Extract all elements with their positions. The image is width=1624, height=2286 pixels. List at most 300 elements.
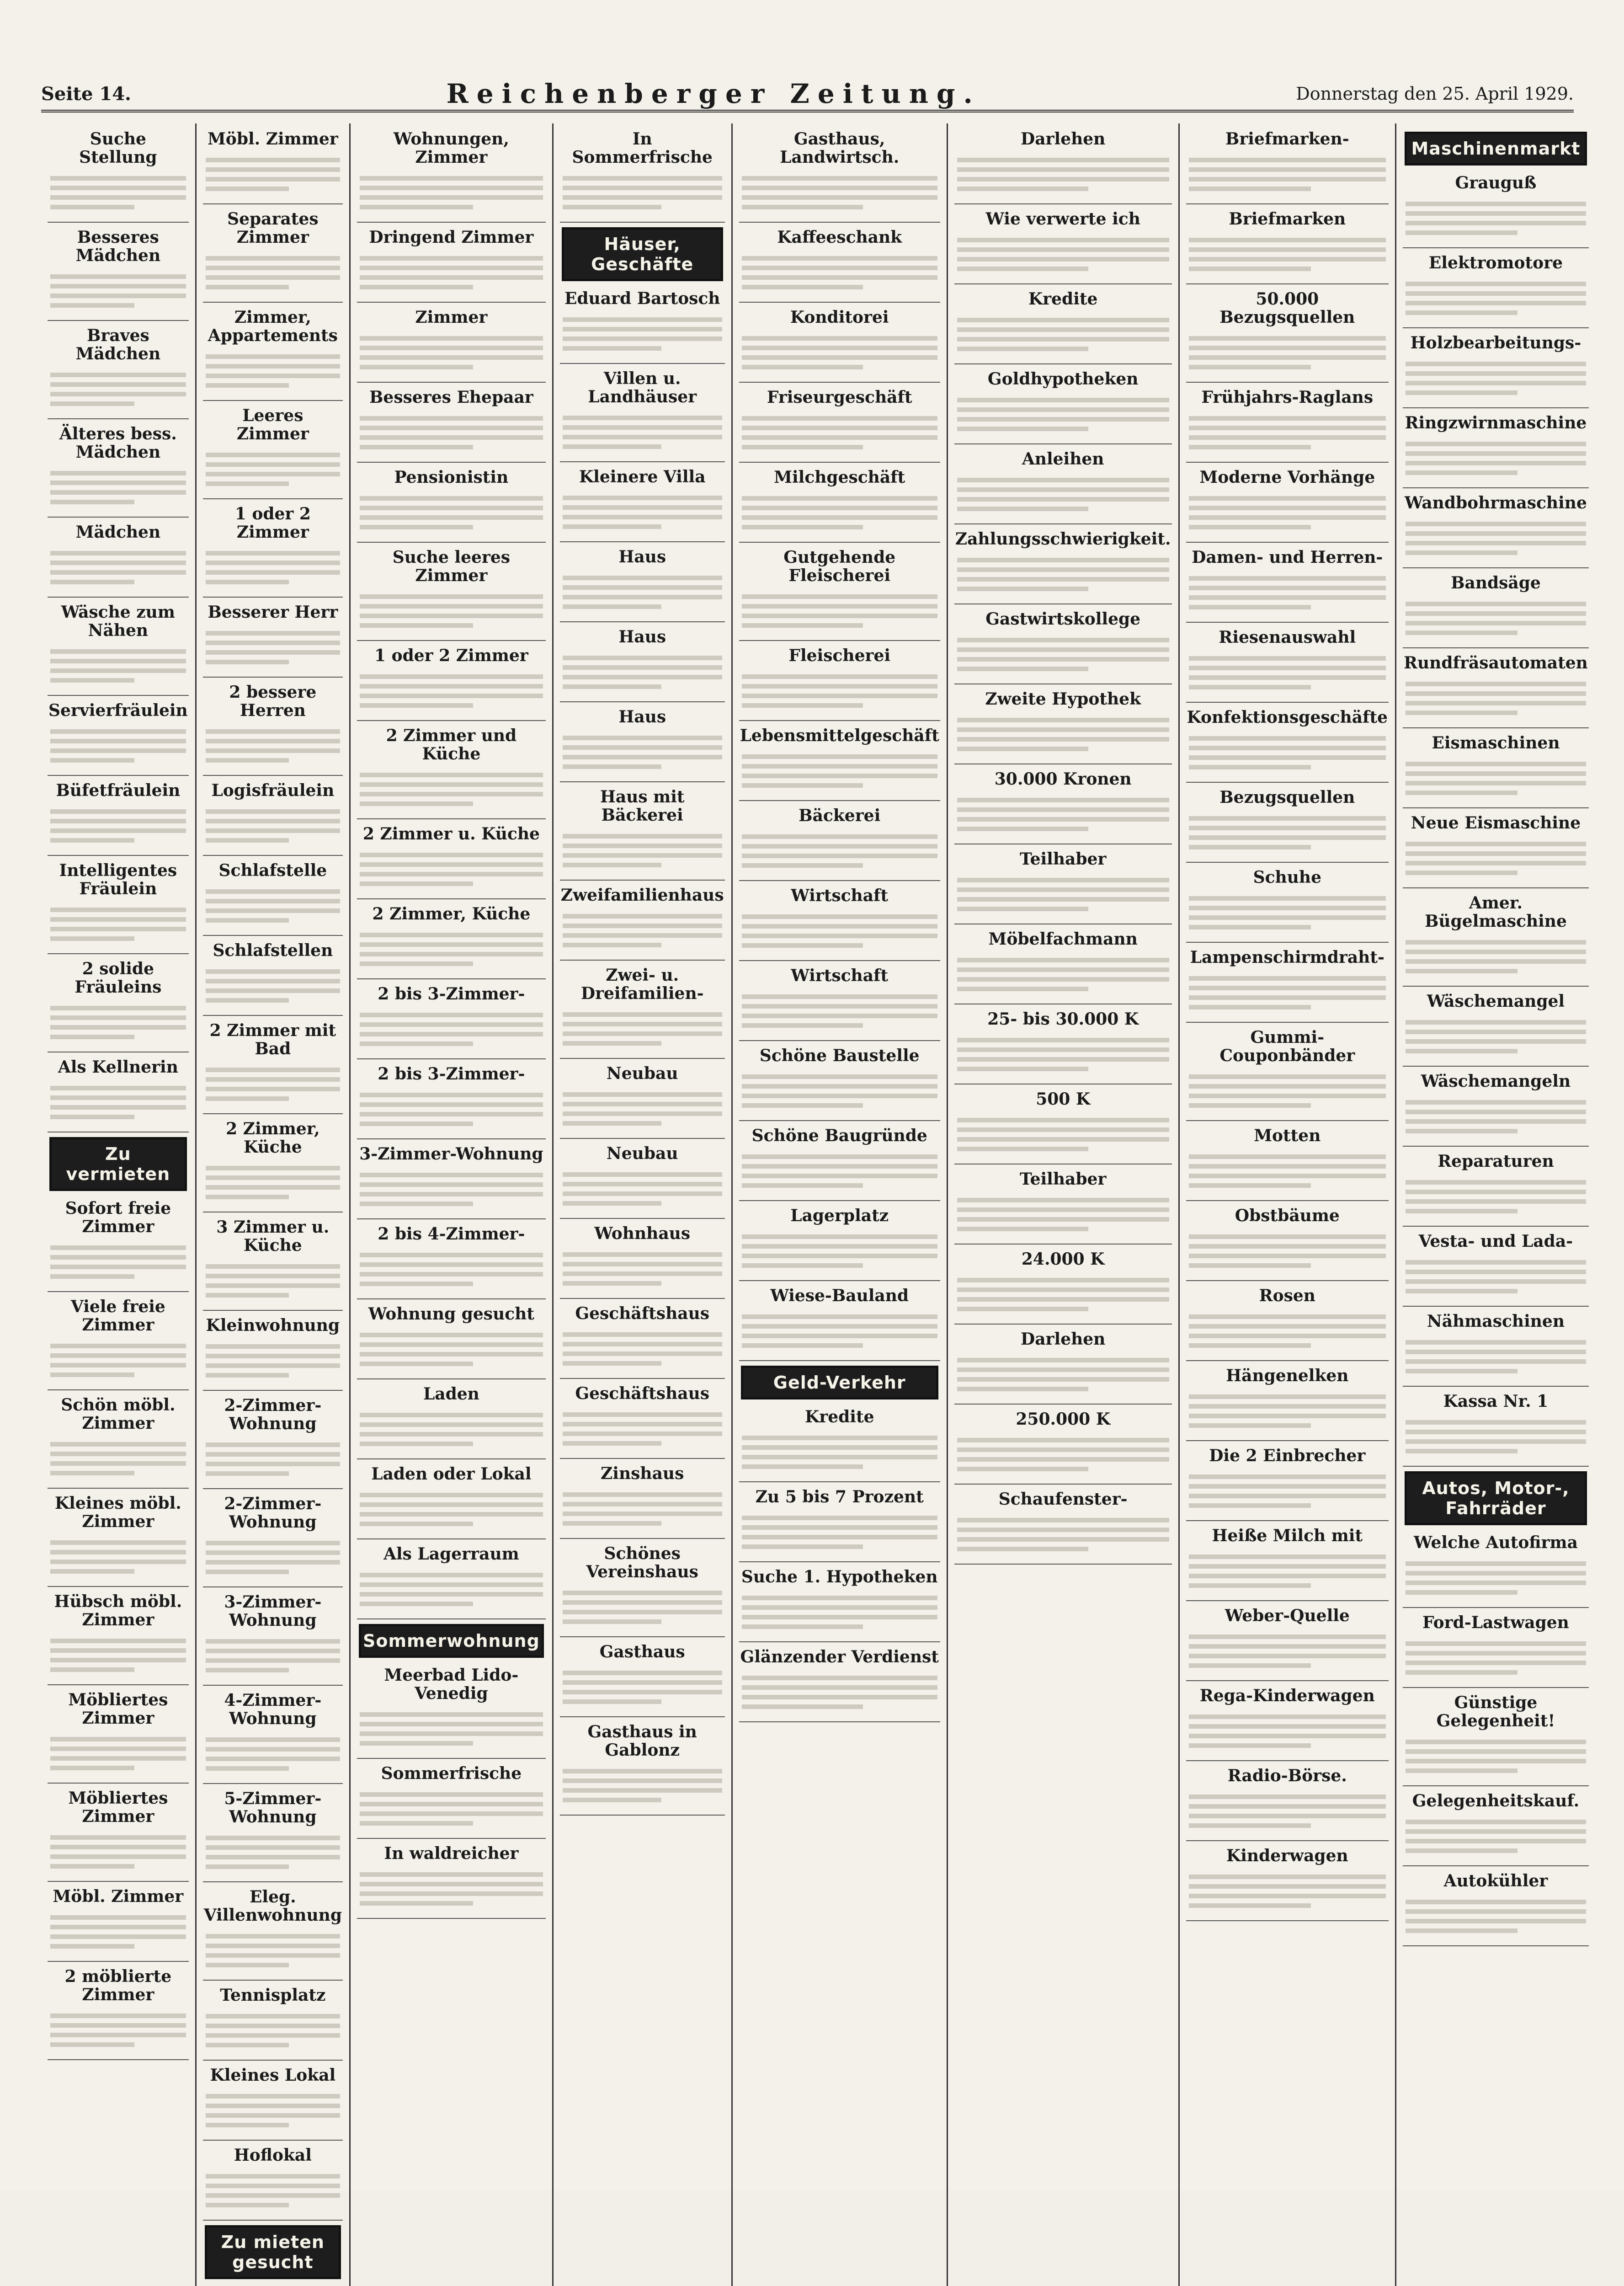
text-line <box>50 2023 186 2028</box>
text-line <box>360 623 474 628</box>
classified-ad <box>357 644 546 721</box>
classified-ad <box>357 465 546 543</box>
ad-body <box>48 998 188 1047</box>
classified-ad <box>203 1394 343 1489</box>
ad-heading: Lampenschirmdraht- <box>1190 948 1384 967</box>
text-line <box>742 783 863 788</box>
ad-body <box>561 1004 724 1053</box>
text-line <box>1189 1094 1386 1098</box>
ad-body <box>1187 1627 1388 1676</box>
ad-heading: 1 oder 2 Zimmer <box>234 504 311 542</box>
text-line <box>1406 1199 1586 1204</box>
ad-body <box>955 310 1171 359</box>
text-line <box>957 587 1088 591</box>
ad-body <box>204 801 342 850</box>
ad-body <box>561 648 724 697</box>
text-line <box>957 347 1088 351</box>
text-line <box>563 914 722 919</box>
ad-body <box>204 881 342 930</box>
classified-ad <box>1403 1149 1589 1227</box>
ad-heading: In waldreicher <box>384 1844 519 1863</box>
text-line <box>1406 1369 1518 1373</box>
text-line <box>50 2033 186 2037</box>
text-line <box>360 1821 474 1826</box>
classified-ad <box>1403 1869 1589 1946</box>
text-line <box>957 417 1169 422</box>
text-line <box>360 1582 543 1587</box>
text-line <box>742 1436 937 1440</box>
text-line <box>50 936 134 941</box>
text-line <box>1189 1564 1386 1569</box>
ad-body <box>955 390 1171 439</box>
classified-ad <box>1403 1069 1589 1147</box>
ad-heading: Suche Stellung <box>79 129 157 167</box>
classified-ad <box>48 520 189 598</box>
text-line <box>1189 1714 1386 1719</box>
text-line <box>1189 1084 1386 1089</box>
classified-columns <box>41 123 1588 2272</box>
text-line <box>50 729 186 734</box>
ad-heading: Als Lagerraum <box>383 1544 519 1564</box>
text-line <box>1406 1030 1586 1034</box>
text-line <box>50 580 134 584</box>
text-line <box>957 1047 1169 1052</box>
text-line <box>50 1766 134 1770</box>
ad-body <box>204 1336 342 1385</box>
ad-body <box>1404 274 1588 323</box>
text-line <box>957 158 1169 162</box>
ad-body <box>358 1704 545 1753</box>
text-line <box>742 834 937 839</box>
text-line <box>50 1944 134 1949</box>
ad-body <box>1187 230 1388 279</box>
text-line <box>563 834 722 839</box>
ad-heading: Villen u. Landhäuser <box>588 369 697 406</box>
text-line <box>742 1676 937 1680</box>
column-2 <box>197 123 351 2286</box>
text-line <box>360 256 543 261</box>
text-line <box>206 2014 340 2019</box>
text-line <box>50 373 186 377</box>
text-line <box>360 853 543 857</box>
text-line <box>563 576 722 580</box>
text-line <box>360 792 543 796</box>
text-line <box>957 897 1169 902</box>
ad-body <box>48 1729 188 1778</box>
ad-heading: Eduard Bartosch <box>564 289 720 308</box>
text-line <box>563 1012 722 1017</box>
text-line <box>206 1668 289 1672</box>
ad-body <box>561 1761 724 1810</box>
classified-ad <box>48 1295 189 1390</box>
ad-heading: Haus mit Bäckerei <box>600 787 685 825</box>
classified-ad <box>48 1393 189 1489</box>
ad-heading: Zahlungsschwierigkeit. <box>955 529 1171 549</box>
text-line <box>563 595 722 599</box>
text-line <box>1406 771 1586 776</box>
text-line <box>563 435 722 439</box>
ad-body <box>955 1510 1171 1559</box>
text-line <box>957 1118 1169 1122</box>
text-line <box>563 1798 661 1802</box>
text-line <box>50 1095 186 1100</box>
classified-ad <box>1403 1309 1589 1387</box>
text-line <box>50 758 134 763</box>
text-line <box>50 1737 186 1741</box>
classified-ad <box>203 2063 343 2141</box>
ad-heading: Amer. Bügelmaschine <box>1425 893 1567 931</box>
text-line <box>360 1573 543 1577</box>
classified-ad <box>203 404 343 499</box>
text-line <box>206 1373 289 1378</box>
classified-ad <box>203 1215 343 1311</box>
ad-body <box>1404 1332 1588 1381</box>
text-line <box>206 551 340 555</box>
section-heading: Zu mieten gesucht <box>205 2225 341 2279</box>
text-line <box>1406 390 1518 395</box>
text-line <box>742 754 937 759</box>
text-line <box>1406 1449 1518 1453</box>
ad-body <box>1187 808 1388 857</box>
text-line <box>563 1121 661 1126</box>
classified-ad <box>954 367 1172 444</box>
text-line <box>50 1835 186 1840</box>
text-line <box>50 551 186 555</box>
text-line <box>50 1265 186 1269</box>
text-line <box>360 782 543 787</box>
text-line <box>206 899 340 903</box>
text-line <box>360 1722 543 1726</box>
text-line <box>360 1493 543 1497</box>
text-line <box>1189 1494 1386 1498</box>
ad-body <box>1404 1732 1588 1781</box>
ad-heading: Kinderwagen <box>1226 1846 1348 1865</box>
ad-heading: 3 Zimmer u. Küche <box>216 1218 330 1255</box>
text-line <box>957 487 1169 492</box>
classified-ad <box>739 385 940 463</box>
ad-heading: Schön möbl. Zimmer <box>61 1395 176 1433</box>
ad-heading: Wandbohrmaschine <box>1405 493 1587 513</box>
ad-heading: Wirtschaft <box>791 966 889 985</box>
text-line <box>1189 1583 1311 1588</box>
text-line <box>360 952 543 956</box>
ad-body <box>204 1631 342 1680</box>
classified-ad <box>203 305 343 401</box>
classified-ad <box>48 957 189 1052</box>
text-line <box>50 1560 186 1564</box>
text-line <box>206 374 340 378</box>
text-line <box>1189 1654 1386 1658</box>
text-line <box>50 1035 134 1039</box>
classified-ad <box>357 1462 546 1539</box>
ad-heading: Braves Mädchen <box>75 326 161 363</box>
text-line <box>360 1362 474 1366</box>
text-line <box>957 887 1169 892</box>
text-line <box>50 274 186 279</box>
column-8 <box>1396 123 1595 2286</box>
text-line <box>957 747 1088 751</box>
ad-body <box>358 488 545 537</box>
text-line <box>50 1115 134 1119</box>
text-line <box>206 1747 340 1752</box>
classified-ad <box>1403 491 1589 568</box>
text-line <box>742 525 863 529</box>
classified-ad <box>48 600 189 696</box>
text-line <box>1189 416 1386 421</box>
text-line <box>206 580 289 584</box>
text-line <box>1189 247 1386 252</box>
text-line <box>742 1615 937 1619</box>
ad-body <box>561 1244 724 1293</box>
text-line <box>1406 1670 1518 1675</box>
text-line <box>50 303 134 308</box>
classified-ad <box>954 207 1172 284</box>
ad-body <box>1404 194 1588 243</box>
section-heading: Sommerwohnung <box>359 1624 544 1658</box>
classified-ad <box>1403 1229 1589 1307</box>
ad-heading: Neubau <box>606 1144 678 1163</box>
text-line <box>360 355 543 360</box>
text-line <box>206 1864 289 1869</box>
text-line <box>206 266 340 270</box>
text-line <box>1406 1919 1586 1923</box>
classified-ad <box>357 545 546 641</box>
text-line <box>50 809 186 814</box>
ad-heading: 2-Zimmer-Wohnung <box>224 1396 322 1433</box>
text-line <box>360 1802 543 1806</box>
text-line <box>50 2042 134 2047</box>
ad-heading: Konditorei <box>790 308 889 327</box>
text-line <box>360 1032 543 1036</box>
ad-body <box>955 150 1171 199</box>
text-line <box>360 426 543 430</box>
text-line <box>50 1006 186 1010</box>
text-line <box>957 958 1169 962</box>
text-line <box>1189 1814 1386 1818</box>
ad-heading: Vesta- und Lada- <box>1418 1232 1573 1251</box>
classified-ad <box>739 724 940 801</box>
text-line <box>206 2174 340 2179</box>
ad-heading: Zimmer, Appartements <box>208 308 338 345</box>
ad-heading: 24.000 K <box>1021 1250 1105 1269</box>
ad-body <box>48 721 188 770</box>
text-line <box>360 275 543 280</box>
classified-ad <box>1403 1691 1589 1786</box>
ad-heading: 1 oder 2 Zimmer <box>374 646 528 665</box>
text-line <box>1406 790 1518 795</box>
text-line <box>742 914 937 919</box>
text-line <box>50 186 186 190</box>
text-line <box>360 1872 543 1877</box>
ad-heading: Besseres Ehepaar <box>369 388 533 407</box>
classified-ad <box>1186 1025 1389 1121</box>
classified-ad <box>954 687 1172 764</box>
text-line <box>957 827 1088 831</box>
ad-body <box>204 1060 342 1109</box>
text-line <box>742 1183 863 1188</box>
text-line <box>563 346 661 351</box>
classified-ad <box>560 963 725 1059</box>
text-line <box>1189 1644 1386 1649</box>
text-line <box>50 838 134 843</box>
text-line <box>206 364 340 369</box>
text-line <box>1406 1190 1586 1194</box>
text-line <box>742 1704 863 1709</box>
ad-body <box>740 667 939 716</box>
text-line <box>1406 1209 1518 1213</box>
text-line <box>360 703 474 708</box>
text-line <box>1189 835 1386 840</box>
ad-body <box>204 1533 342 1582</box>
text-line <box>742 774 937 778</box>
classified-ad <box>48 1491 189 1587</box>
ad-heading: Wäschemangel <box>1427 992 1565 1011</box>
ad-heading: Kleinere Villa <box>579 467 706 486</box>
text-line <box>50 1864 134 1869</box>
ad-heading: Laden oder Lokal <box>371 1464 532 1484</box>
text-line <box>50 490 186 495</box>
text-line <box>1406 682 1586 686</box>
section-heading: Autos, Motor-, Fahrräder <box>1405 1471 1587 1525</box>
ad-heading: 2 bessere Herren <box>229 683 317 720</box>
ad-heading: Gutgehende Fleischerei <box>783 548 896 585</box>
text-line <box>360 1333 543 1337</box>
classified-ad <box>1403 651 1589 728</box>
classified-ad <box>357 1663 546 1759</box>
text-line <box>563 1431 722 1436</box>
classified-ad <box>203 1117 343 1212</box>
classified-ad <box>739 884 940 961</box>
text-line <box>50 668 186 673</box>
text-line <box>1189 826 1386 830</box>
text-line <box>563 1441 661 1446</box>
classified-ad <box>48 225 189 321</box>
classified-ad <box>560 705 725 782</box>
text-line <box>1189 755 1386 760</box>
ad-body <box>358 408 545 457</box>
ad-body <box>1404 834 1588 883</box>
ad-heading: Wohnhaus <box>594 1224 691 1243</box>
text-line <box>206 275 340 280</box>
text-line <box>563 1342 722 1346</box>
ad-heading: Radio-Börse. <box>1227 1766 1347 1785</box>
ad-heading: Teilhaber <box>1019 1170 1107 1189</box>
ad-heading: Schuhe <box>1253 868 1321 887</box>
text-line <box>206 998 289 1003</box>
text-line <box>1189 346 1386 350</box>
text-line <box>957 638 1169 642</box>
text-line <box>742 1685 937 1690</box>
text-line <box>1189 1343 1311 1348</box>
text-line <box>206 729 340 734</box>
ad-heading: Sommerfrische <box>381 1764 522 1783</box>
text-line <box>1189 1795 1386 1799</box>
text-line <box>360 1272 543 1277</box>
classified-ad <box>560 1382 725 1459</box>
classified-ad <box>203 779 343 856</box>
text-line <box>360 773 543 777</box>
text-line <box>563 924 722 928</box>
text-line <box>957 1227 1088 1231</box>
ad-heading: Zweifamilienhaus <box>560 886 724 905</box>
classified-ad <box>203 1787 343 1882</box>
classified-ad <box>48 1885 189 1962</box>
text-line <box>206 1452 340 1457</box>
ad-body <box>204 2086 342 2135</box>
text-line <box>206 1845 340 1850</box>
text-line <box>360 1202 474 1206</box>
ad-body <box>358 1784 545 1833</box>
text-line <box>50 1471 134 1475</box>
text-line <box>1189 336 1386 341</box>
ad-heading: Sofort freie Zimmer <box>65 1199 171 1236</box>
classified-ad <box>560 1222 725 1299</box>
text-line <box>563 1788 722 1793</box>
ad-body <box>955 1190 1171 1239</box>
text-line <box>742 285 863 289</box>
text-line <box>360 1013 543 1017</box>
ad-body <box>955 790 1171 839</box>
classified-ad <box>48 699 189 776</box>
ad-heading: Schönes Vereinshaus <box>586 1544 698 1581</box>
text-line <box>360 496 543 501</box>
ad-heading: Hoflokal <box>234 2146 312 2165</box>
text-line <box>1189 1394 1386 1399</box>
text-line <box>957 1137 1169 1142</box>
text-line <box>742 614 937 618</box>
page-number: Seite 14. <box>41 83 131 105</box>
text-line <box>1189 1254 1386 1258</box>
classified-ad <box>1403 989 1589 1067</box>
ad-heading: Schlafstellen <box>213 941 333 960</box>
ad-body <box>48 641 188 690</box>
text-line <box>742 703 863 708</box>
text-line <box>742 1234 937 1239</box>
text-line <box>50 1667 134 1672</box>
text-line <box>206 908 340 913</box>
text-line <box>1189 1903 1311 1908</box>
text-line <box>206 918 289 923</box>
column-4 <box>554 123 733 2286</box>
ad-heading: Holzbearbeitungs- <box>1410 333 1581 353</box>
text-line <box>563 1610 722 1614</box>
classified-ad <box>954 1087 1172 1164</box>
text-line <box>563 1779 722 1783</box>
text-line <box>360 1712 543 1717</box>
text-line <box>1406 550 1518 555</box>
text-line <box>360 1741 474 1746</box>
text-line <box>206 1087 340 1091</box>
text-line <box>360 1442 474 1446</box>
ad-body <box>358 1405 545 1454</box>
text-line <box>1406 451 1586 456</box>
ad-heading: Zimmer <box>415 308 488 327</box>
classified-ad <box>954 1487 1172 1565</box>
ad-heading: Älteres bess. Mädchen <box>59 424 177 462</box>
text-line <box>1189 765 1311 769</box>
ad-body <box>1187 1467 1388 1516</box>
classified-ad <box>560 1462 725 1539</box>
ad-heading: Bezugsquellen <box>1219 788 1355 807</box>
ad-body <box>358 1005 545 1054</box>
column-3 <box>351 123 554 2286</box>
text-line <box>206 462 340 467</box>
text-line <box>1189 896 1386 901</box>
classified-ad <box>1403 571 1589 648</box>
text-line <box>360 1042 474 1046</box>
text-line <box>742 445 863 449</box>
text-line <box>206 2043 289 2047</box>
